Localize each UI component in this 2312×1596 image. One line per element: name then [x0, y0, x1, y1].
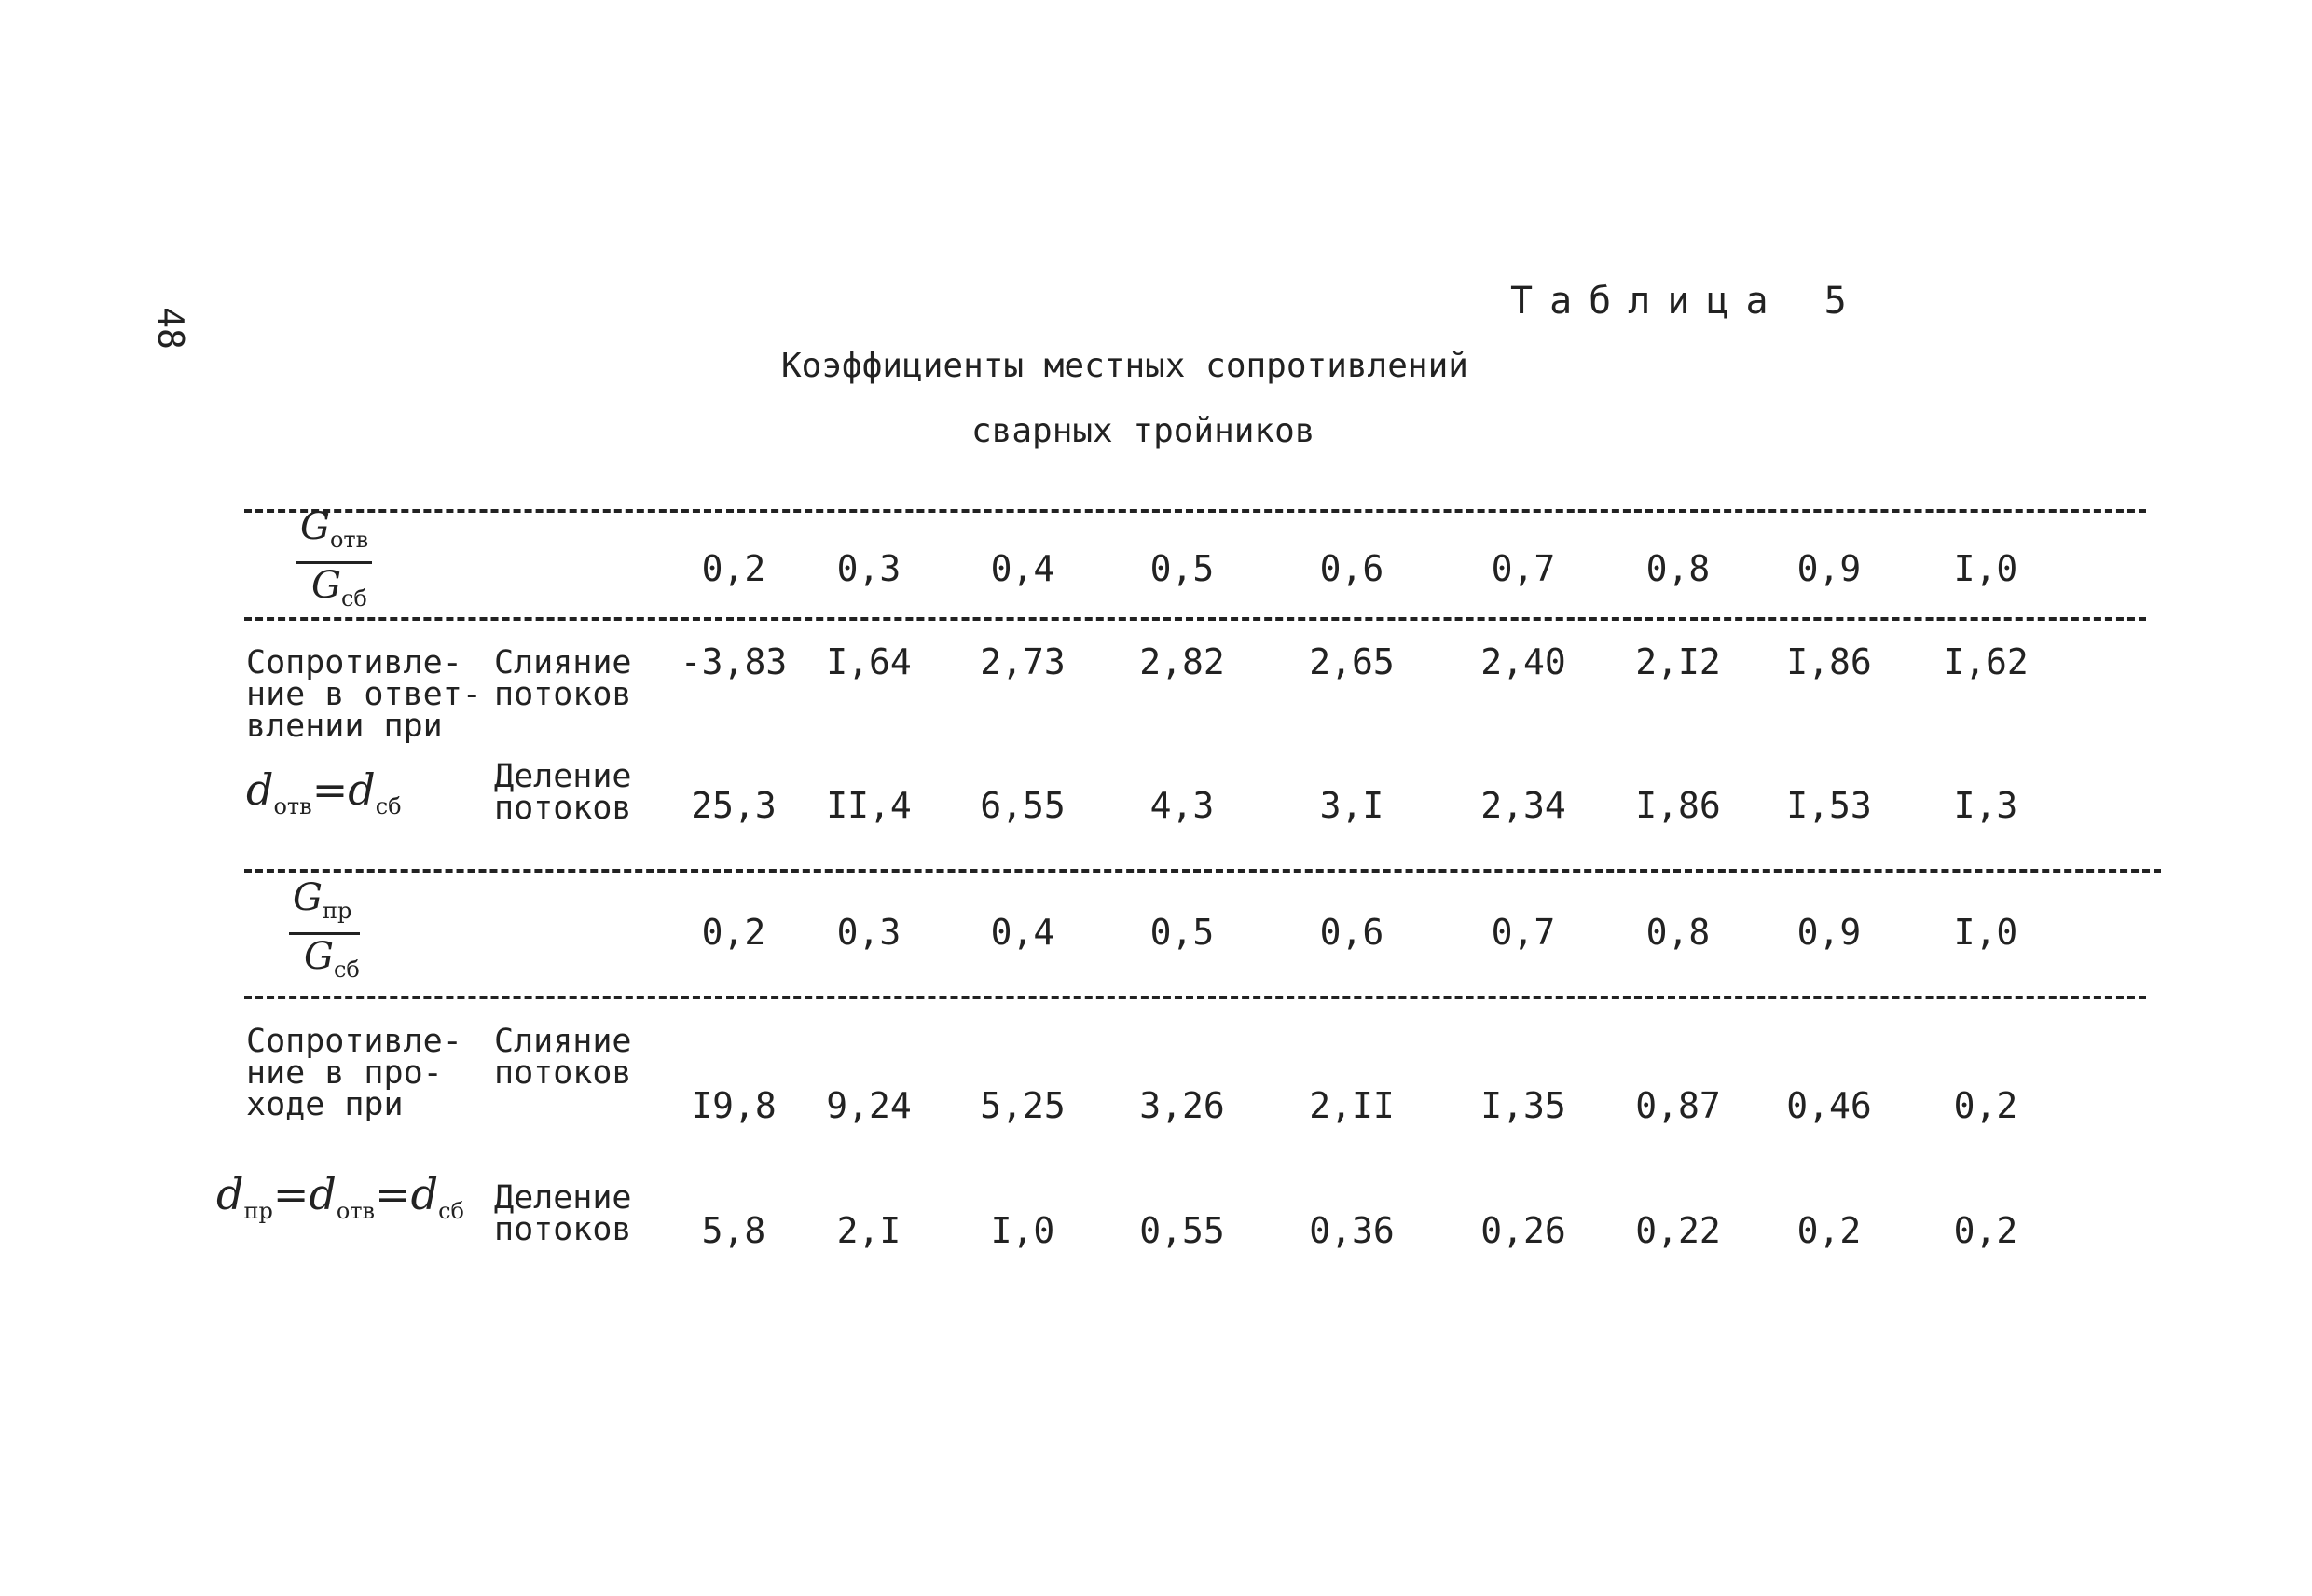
cell-pass-split: 0,55 [1139, 1210, 1225, 1251]
cell-branch-merge: 2,I2 [1635, 641, 1721, 682]
mode-label-split-2: Деление потоков [494, 1179, 632, 1248]
cell-branch-split: II,4 [826, 785, 912, 826]
cell-pass-split: 0,26 [1480, 1210, 1566, 1251]
table-number: Таблица 5 [1510, 280, 1864, 323]
cell-pass-merge: 2,II [1309, 1085, 1395, 1126]
cell-pass-split: 2,I [836, 1210, 901, 1251]
cell-branch-split: I,3 [1953, 785, 2018, 826]
header-value-branch: 0,4 [990, 548, 1055, 589]
rule-header2-bottom [244, 996, 2146, 999]
cell-branch-split: 2,34 [1480, 785, 1566, 826]
cell-pass-split: 5,8 [701, 1210, 766, 1251]
mode-label-merge-2: Слияние потоков [494, 1023, 632, 1092]
mode-label-merge-1: Слияние потоков [494, 644, 632, 713]
cell-pass-merge: I,35 [1480, 1085, 1566, 1126]
cell-branch-split: 6,55 [980, 785, 1066, 826]
header-value-branch: 0,6 [1319, 548, 1384, 589]
cell-branch-merge: 2,40 [1480, 641, 1566, 682]
cell-pass-split: 0,2 [1796, 1210, 1862, 1251]
header-value-pass: I,0 [1953, 912, 2018, 953]
cell-branch-split: I,86 [1635, 785, 1721, 826]
rule-section2-top [244, 869, 2161, 873]
cell-branch-split: 4,3 [1149, 785, 1215, 826]
ratio-g-otv-over-g-sb: $G_{отв}$ $G_{сб}$ [296, 505, 372, 620]
group-label-branch: Сопротивле- ние в ответ- влении при [246, 644, 482, 745]
header-value-branch: I,0 [1953, 548, 2018, 589]
header-value-pass: 0,2 [701, 912, 766, 953]
cell-pass-merge: 3,26 [1139, 1085, 1225, 1126]
header-value-branch: 0,8 [1645, 548, 1711, 589]
header-value-branch: 0,2 [701, 548, 766, 589]
cell-branch-merge: 2,65 [1309, 641, 1395, 682]
header-value-pass: 0,6 [1319, 912, 1384, 953]
header-value-branch: 0,5 [1149, 548, 1215, 589]
mode-label-split-1: Деление потоков [494, 758, 632, 827]
rule-header1-bottom [244, 617, 2146, 621]
header-value-pass: 0,3 [836, 912, 901, 953]
header-value-branch: 0,9 [1796, 548, 1862, 589]
cell-branch-merge: I,86 [1786, 641, 1872, 682]
cell-pass-merge: 0,46 [1786, 1085, 1872, 1126]
cell-branch-merge: 2,73 [980, 641, 1066, 682]
page-number: 48 [149, 307, 191, 350]
cell-branch-merge: -3,83 [680, 641, 788, 682]
cell-pass-merge: 5,25 [980, 1085, 1066, 1126]
header-value-pass: 0,7 [1491, 912, 1556, 953]
cell-branch-split: I,53 [1786, 785, 1872, 826]
ratio-g-pr-over-g-sb: $G_{пр}$ $G_{сб}$ [289, 876, 360, 991]
cell-branch-merge: 2,82 [1139, 641, 1225, 682]
table-title-line-2: сварных тройников [971, 412, 1315, 450]
cell-branch-merge: I,62 [1943, 641, 2029, 682]
header-value-pass: 0,5 [1149, 912, 1215, 953]
header-value-pass: 0,8 [1645, 912, 1711, 953]
header-value-branch: 0,3 [836, 548, 901, 589]
cell-pass-split: 0,2 [1953, 1210, 2018, 1251]
header-value-branch: 0,7 [1491, 548, 1556, 589]
condition-formula-2: $d_{пр}=d_{отв}=d_{сб}$ [216, 1169, 464, 1225]
cell-pass-merge: 0,87 [1635, 1085, 1721, 1126]
header-value-pass: 0,4 [990, 912, 1055, 953]
header-value-pass: 0,9 [1796, 912, 1862, 953]
cell-pass-merge: 0,2 [1953, 1085, 2018, 1126]
cell-pass-merge: I9,8 [691, 1085, 777, 1126]
cell-branch-split: 25,3 [691, 785, 777, 826]
cell-pass-split: 0,22 [1635, 1210, 1721, 1251]
cell-branch-merge: I,64 [826, 641, 912, 682]
condition-formula-1: $d_{отв}=d_{сб}$ [246, 764, 402, 820]
cell-pass-merge: 9,24 [826, 1085, 912, 1126]
cell-pass-split: I,0 [990, 1210, 1055, 1251]
group-label-pass: Сопротивле- ние в про- ходе при [246, 1023, 462, 1123]
cell-branch-split: 3,I [1319, 785, 1384, 826]
table-title-line-1: Коэффициенты местных сопротивлений [781, 347, 1468, 385]
cell-pass-split: 0,36 [1309, 1210, 1395, 1251]
rule-top [244, 509, 2146, 513]
